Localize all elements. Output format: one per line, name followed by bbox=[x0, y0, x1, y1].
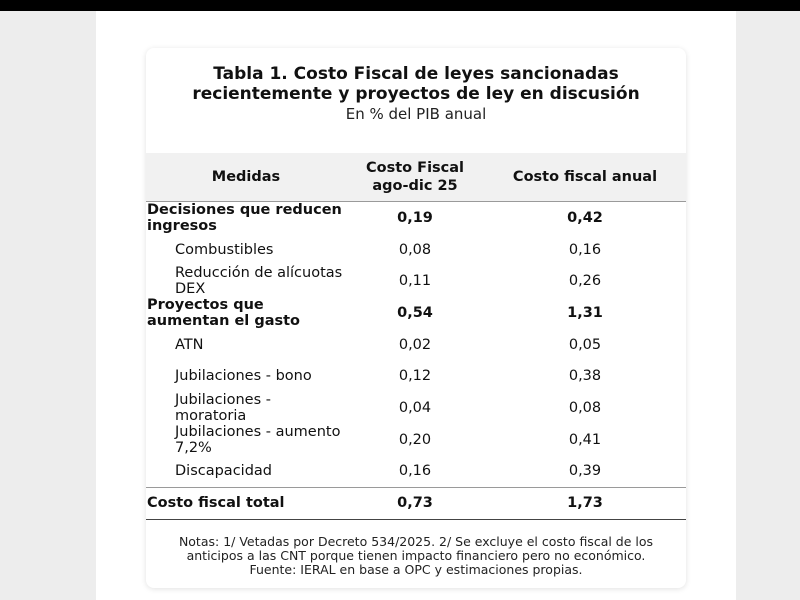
header-costo-fiscal-line1: Costo Fiscal bbox=[365, 160, 465, 176]
row-value-anual: 0,39 bbox=[568, 463, 602, 480]
table-subtitle: En % del PIB anual bbox=[345, 105, 487, 123]
row-value-ago-dic: 0,16 bbox=[398, 463, 432, 480]
row-value-ago-dic: 0,54 bbox=[397, 305, 433, 322]
total-label: Costo fiscal total bbox=[146, 487, 346, 519]
row-value-ago-dic: 0,12 bbox=[398, 367, 432, 384]
row-label: Combustibles bbox=[175, 241, 274, 258]
table-row bbox=[146, 424, 686, 456]
row-value-ago-dic: 0,11 bbox=[398, 273, 432, 290]
document-page bbox=[96, 11, 736, 600]
notes-line-2: anticipos a las CNT porque tienen impacto financiero pero no económico. bbox=[186, 548, 646, 563]
fiscal-cost-table bbox=[146, 153, 686, 520]
table-row bbox=[146, 392, 686, 424]
row-label: Jubilaciones - moratoria bbox=[175, 391, 271, 424]
row-value-anual: 0,08 bbox=[568, 399, 602, 416]
row-value-anual: 0,41 bbox=[568, 431, 602, 448]
header-costo-fiscal-line2: ago-dic 25 bbox=[372, 178, 458, 194]
table-row bbox=[146, 360, 686, 391]
table-row bbox=[146, 456, 686, 488]
table-row bbox=[146, 297, 686, 329]
table-row bbox=[146, 202, 686, 235]
total-value-ago-dic: 0,73 bbox=[346, 487, 484, 519]
table-card bbox=[146, 48, 686, 588]
row-value-anual: 1,31 bbox=[567, 305, 603, 322]
row-value-anual: 0,05 bbox=[568, 336, 602, 353]
table-row bbox=[146, 329, 686, 360]
row-label: Jubilaciones - aumento 7,2% bbox=[175, 423, 341, 456]
row-value-anual: 0,38 bbox=[568, 367, 602, 384]
row-label: Decisiones que reducen ingresos bbox=[147, 202, 342, 234]
header-costo-fiscal-anual: Costo fiscal anual bbox=[484, 153, 686, 202]
notes-line-1: Notas: 1/ Vetadas por Decreto 534/2025. 2/ Se excluye el costo fiscal de los bbox=[178, 534, 654, 549]
table-header-row bbox=[146, 153, 686, 202]
row-value-anual: 0,26 bbox=[568, 273, 602, 290]
row-label: Discapacidad bbox=[175, 463, 272, 480]
row-label: ATN bbox=[175, 336, 204, 353]
row-label: Proyectos que aumentan el gasto bbox=[147, 297, 301, 330]
total-value-anual: 1,73 bbox=[484, 487, 686, 519]
row-value-ago-dic: 0,08 bbox=[398, 241, 432, 258]
table-notes bbox=[146, 535, 686, 577]
row-value-ago-dic: 0,04 bbox=[398, 399, 432, 416]
table-title: Tabla 1. Costo Fiscal de leyes sancionadas recientemente y proyectos de ley en discusión bbox=[192, 64, 640, 104]
table-row bbox=[146, 234, 686, 265]
row-value-anual: 0,42 bbox=[567, 210, 603, 226]
row-value-ago-dic: 0,02 bbox=[398, 336, 432, 353]
row-value-anual: 0,16 bbox=[568, 241, 602, 258]
table-row bbox=[146, 265, 686, 297]
table-total-row bbox=[146, 487, 686, 519]
row-label: Jubilaciones - bono bbox=[175, 367, 312, 384]
top-bar bbox=[0, 0, 800, 11]
row-value-ago-dic: 0,19 bbox=[397, 210, 433, 226]
row-label: Reducción de alícuotas DEX bbox=[175, 265, 343, 298]
header-medidas: Medidas bbox=[146, 153, 346, 202]
row-value-ago-dic: 0,20 bbox=[398, 431, 432, 448]
header-costo-fiscal-ago-dic bbox=[346, 153, 484, 202]
notes-source: Fuente: IERAL en base a OPC y estimaciones propias. bbox=[249, 562, 583, 577]
